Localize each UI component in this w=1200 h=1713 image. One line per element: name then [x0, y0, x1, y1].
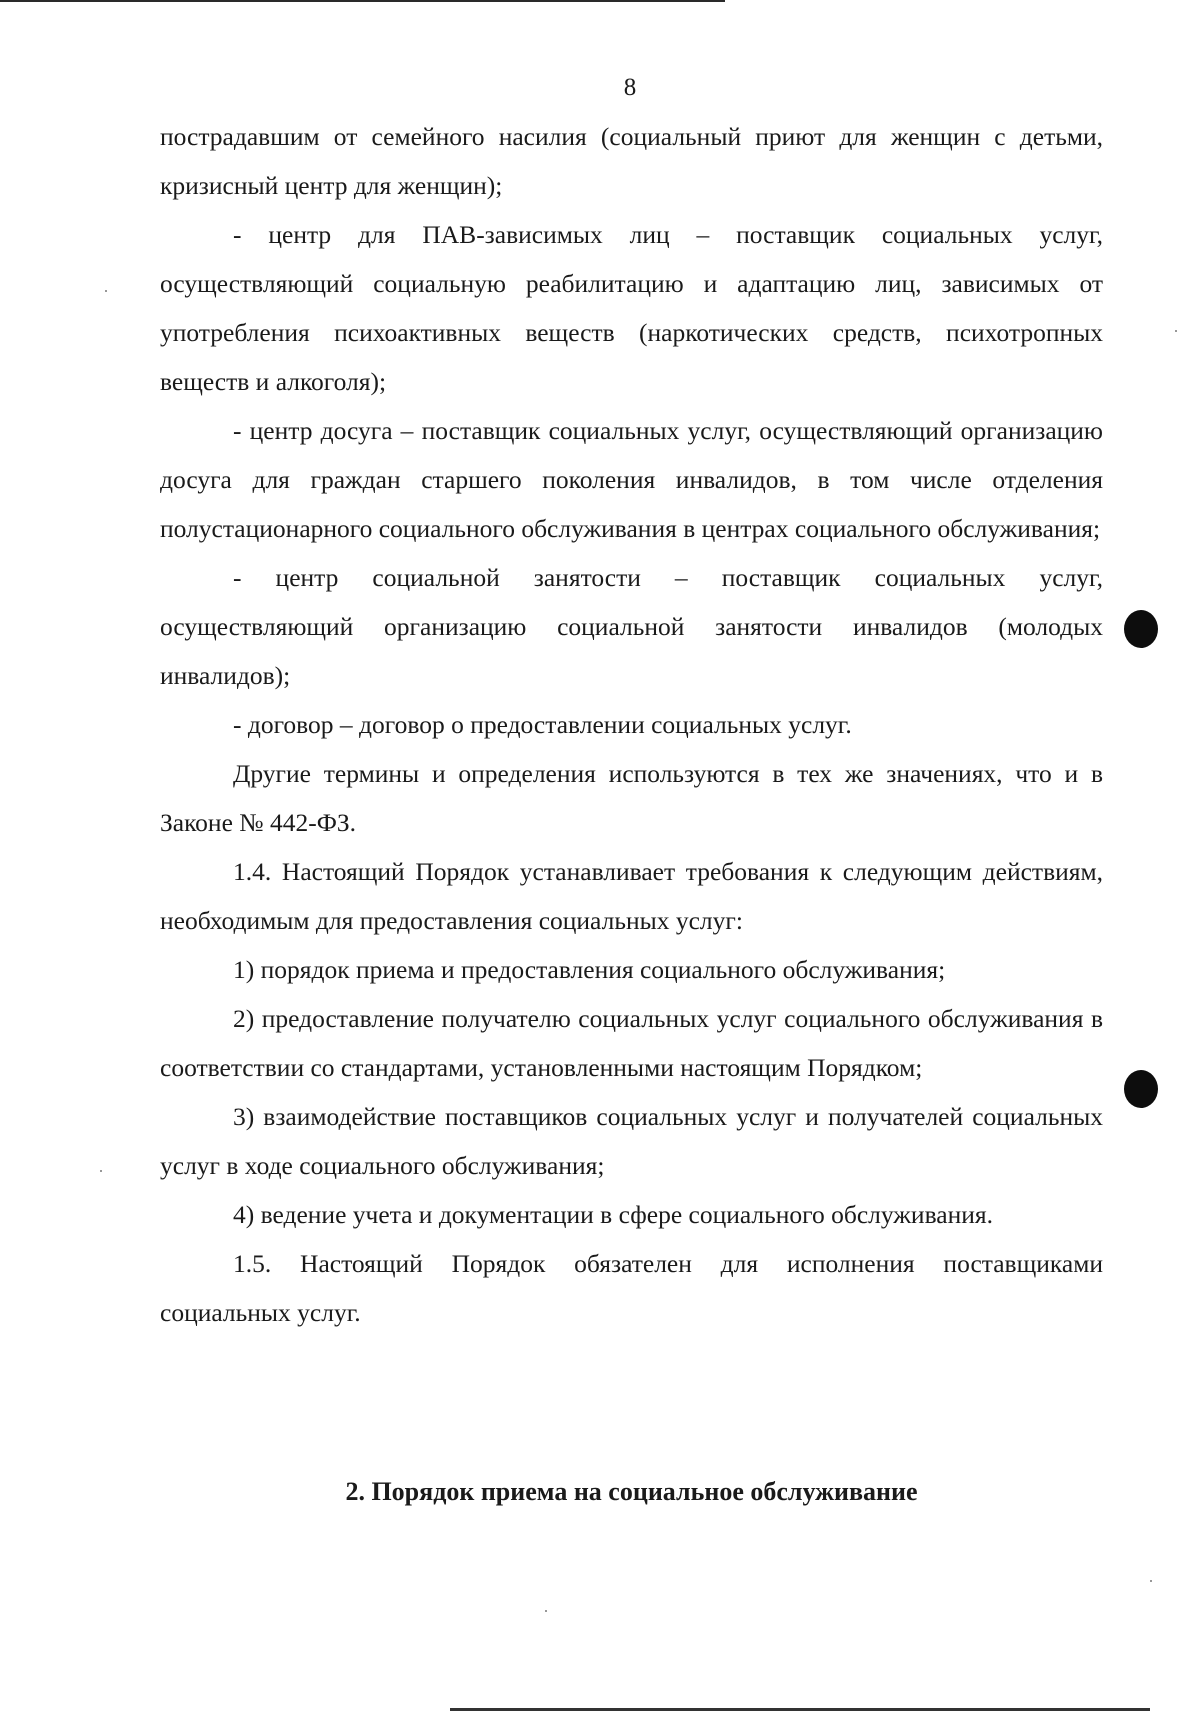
paragraph: пострадавшим от семейного насилия (социальный приют для женщин с детьми, кризисный центр для женщин); [160, 122, 1103, 200]
scan-speck [545, 1610, 547, 1612]
scan-speck [100, 1170, 102, 1172]
punch-hole-mark [1124, 610, 1158, 648]
paragraph: Другие термины и определения используются в тех же значениях, что и в Законе № 442-ФЗ. [160, 759, 1103, 837]
paragraph: - договор – договор о предоставлении социальных услуг. [233, 710, 852, 739]
page-number: 8 [623, 74, 637, 101]
paragraph: - центр досуга – поставщик социальных услуг, осуществляющий организацию досуга для граждан старшего поколения инвалидов, в том числе отделения полустационарного социального обслуживания в центрах социального обслуживания; [160, 416, 1103, 543]
paragraph: - центр для ПАВ-зависимых лиц – поставщик социальных услуг, осуществляющий социальную реабилитацию и адаптацию лиц, зависимых от употребления психоактивных веществ (наркотических средств, психотропных веществ и алкоголя); [160, 220, 1103, 396]
scan-edge-bottom [450, 1708, 1150, 1711]
paragraph: - центр социальной занятости – поставщик социальных услуг, осуществляющий организацию социальной занятости инвалидов (молодых инвалидов); [160, 563, 1103, 690]
punch-hole-mark [1124, 1070, 1158, 1108]
list-item: 1) порядок приема и предоставления социального обслуживания; [233, 955, 946, 984]
paragraph: 1.5. Настоящий Порядок обязателен для исполнения поставщиками социальных услуг. [160, 1249, 1103, 1327]
scan-speck [1150, 1580, 1152, 1582]
list-item: 4) ведение учета и документации в сфере социального обслуживания. [233, 1200, 993, 1229]
scan-speck [105, 290, 107, 292]
scan-edge-top [0, 0, 725, 2]
document-body [160, 112, 1103, 1337]
section-heading: 2. Порядок приема на социальное обслуживание [345, 1477, 918, 1506]
scan-speck [1175, 330, 1177, 332]
list-item: 3) взаимодействие поставщиков социальных услуг и получателей социальных услуг в ходе социального обслуживания; [160, 1102, 1103, 1180]
list-item: 2) предоставление получателю социальных услуг социального обслуживания в соответствии со стандартами, установленными настоящим Порядком; [160, 1004, 1103, 1082]
paragraph: 1.4. Настоящий Порядок устанавливает требования к следующим действиям, необходимым для предоставления социальных услуг: [160, 857, 1103, 935]
